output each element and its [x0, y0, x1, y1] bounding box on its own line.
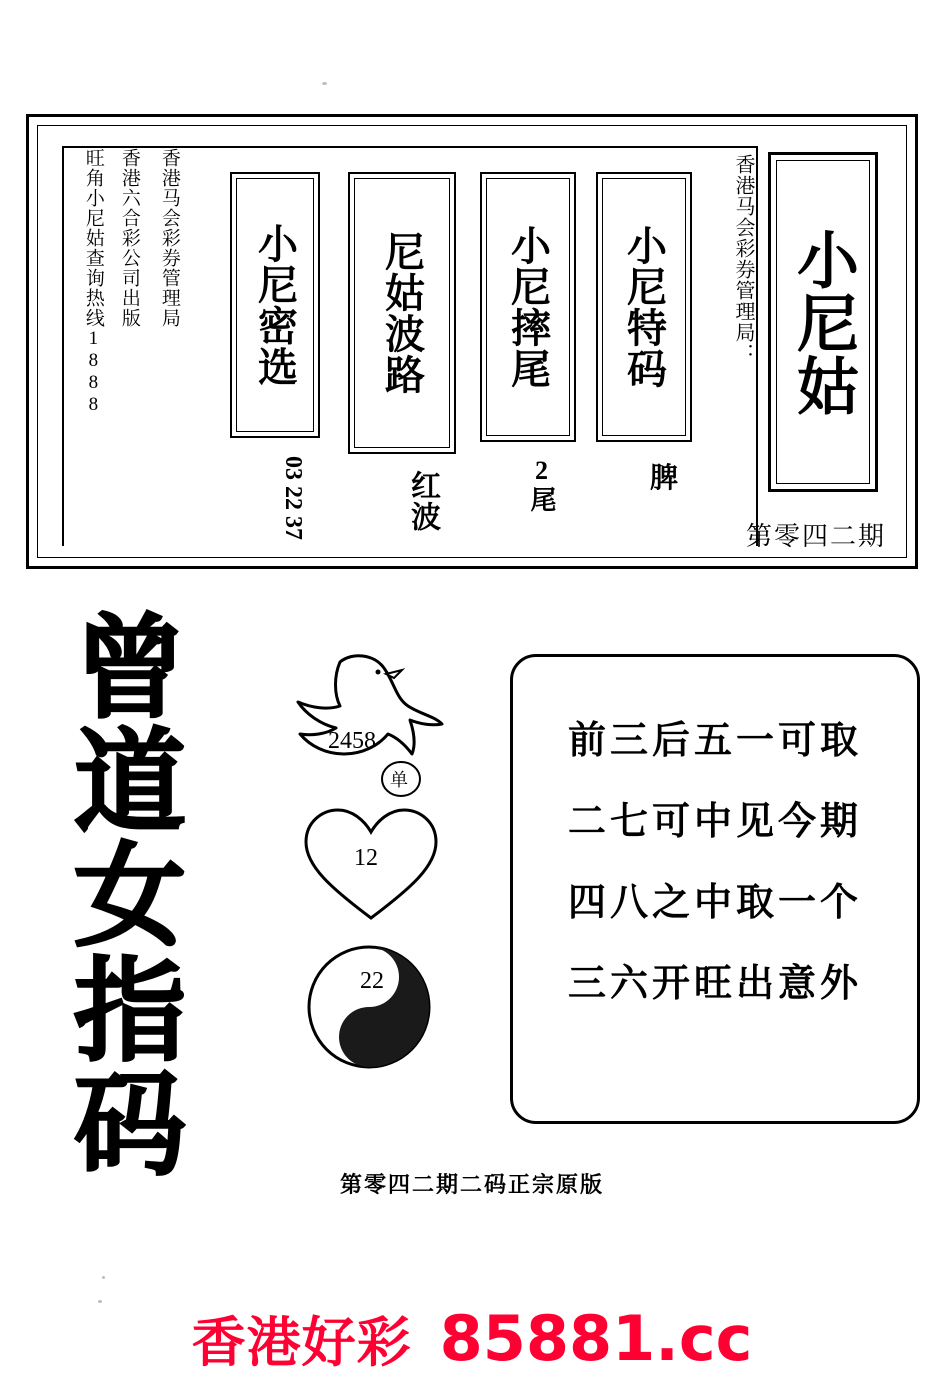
saying-line-2: 二七可中见今期 [567, 798, 862, 843]
saying-line-4: 三六开旺出意外 [567, 960, 862, 1005]
taiji-number: 22 [360, 968, 384, 994]
page-title: 小尼姑 [786, 227, 860, 417]
cell-miaoxuan-label: 小尼密选 [251, 223, 299, 387]
cell-bolu-sub: 红波 [406, 470, 439, 532]
cell-weiwei-inner [486, 178, 570, 436]
dove-number: 2458 [328, 728, 376, 754]
speck [322, 82, 327, 85]
cell-miaoxuan-inner [236, 178, 314, 432]
issue-label: 第零四二期 [745, 522, 886, 551]
title-box-inner [776, 160, 870, 484]
footer-domain[interactable]: 85881.cc [439, 1302, 753, 1375]
cell-tema-sub: 脾 [649, 463, 678, 494]
side-text-3: 旺角小尼姑查询热线1888 [82, 148, 104, 416]
cell-bolu-inner [354, 178, 450, 448]
cell-weiwei-sub: 2尾 [527, 456, 556, 513]
cell-weiwei-label: 小尼摔尾 [504, 225, 552, 389]
side-text-2: 香港六合彩公司出版 [118, 148, 140, 328]
dove-icon [282, 650, 472, 800]
heart-number: 12 [354, 845, 378, 871]
dove-tag-label: 单 [390, 770, 408, 790]
cell-bolu [348, 172, 456, 454]
footer [0, 1300, 944, 1377]
cell-tema-inner [602, 178, 686, 436]
sayings-panel [510, 654, 920, 1124]
cell-tema-label: 小尼特码 [620, 225, 668, 389]
taiji-icon [304, 942, 434, 1072]
top-panel [26, 114, 918, 569]
cell-weiwei [480, 172, 576, 442]
footer-brand: 香港好彩 [191, 1311, 412, 1374]
cell-miaoxuan-sub: 03 22 37 [280, 456, 306, 540]
cell-tema [596, 172, 692, 442]
big-title: 曾道女指码 [74, 603, 186, 1191]
org-label: 香港马会彩券管理局： [732, 154, 754, 364]
saying-line-1: 前三后五一可取 [567, 717, 862, 762]
top-panel-inner-border [37, 125, 907, 558]
cell-miaoxuan [230, 172, 320, 438]
title-box [768, 152, 878, 492]
cell-bolu-label: 尼姑波路 [378, 231, 426, 395]
saying-line-3: 四八之中取一个 [567, 879, 862, 924]
caption: 第零四二期二码正宗原版 [339, 1172, 604, 1197]
symbol-group [282, 650, 472, 1070]
speck [102, 1276, 105, 1279]
side-text-1: 香港马会彩券管理局 [158, 148, 180, 328]
